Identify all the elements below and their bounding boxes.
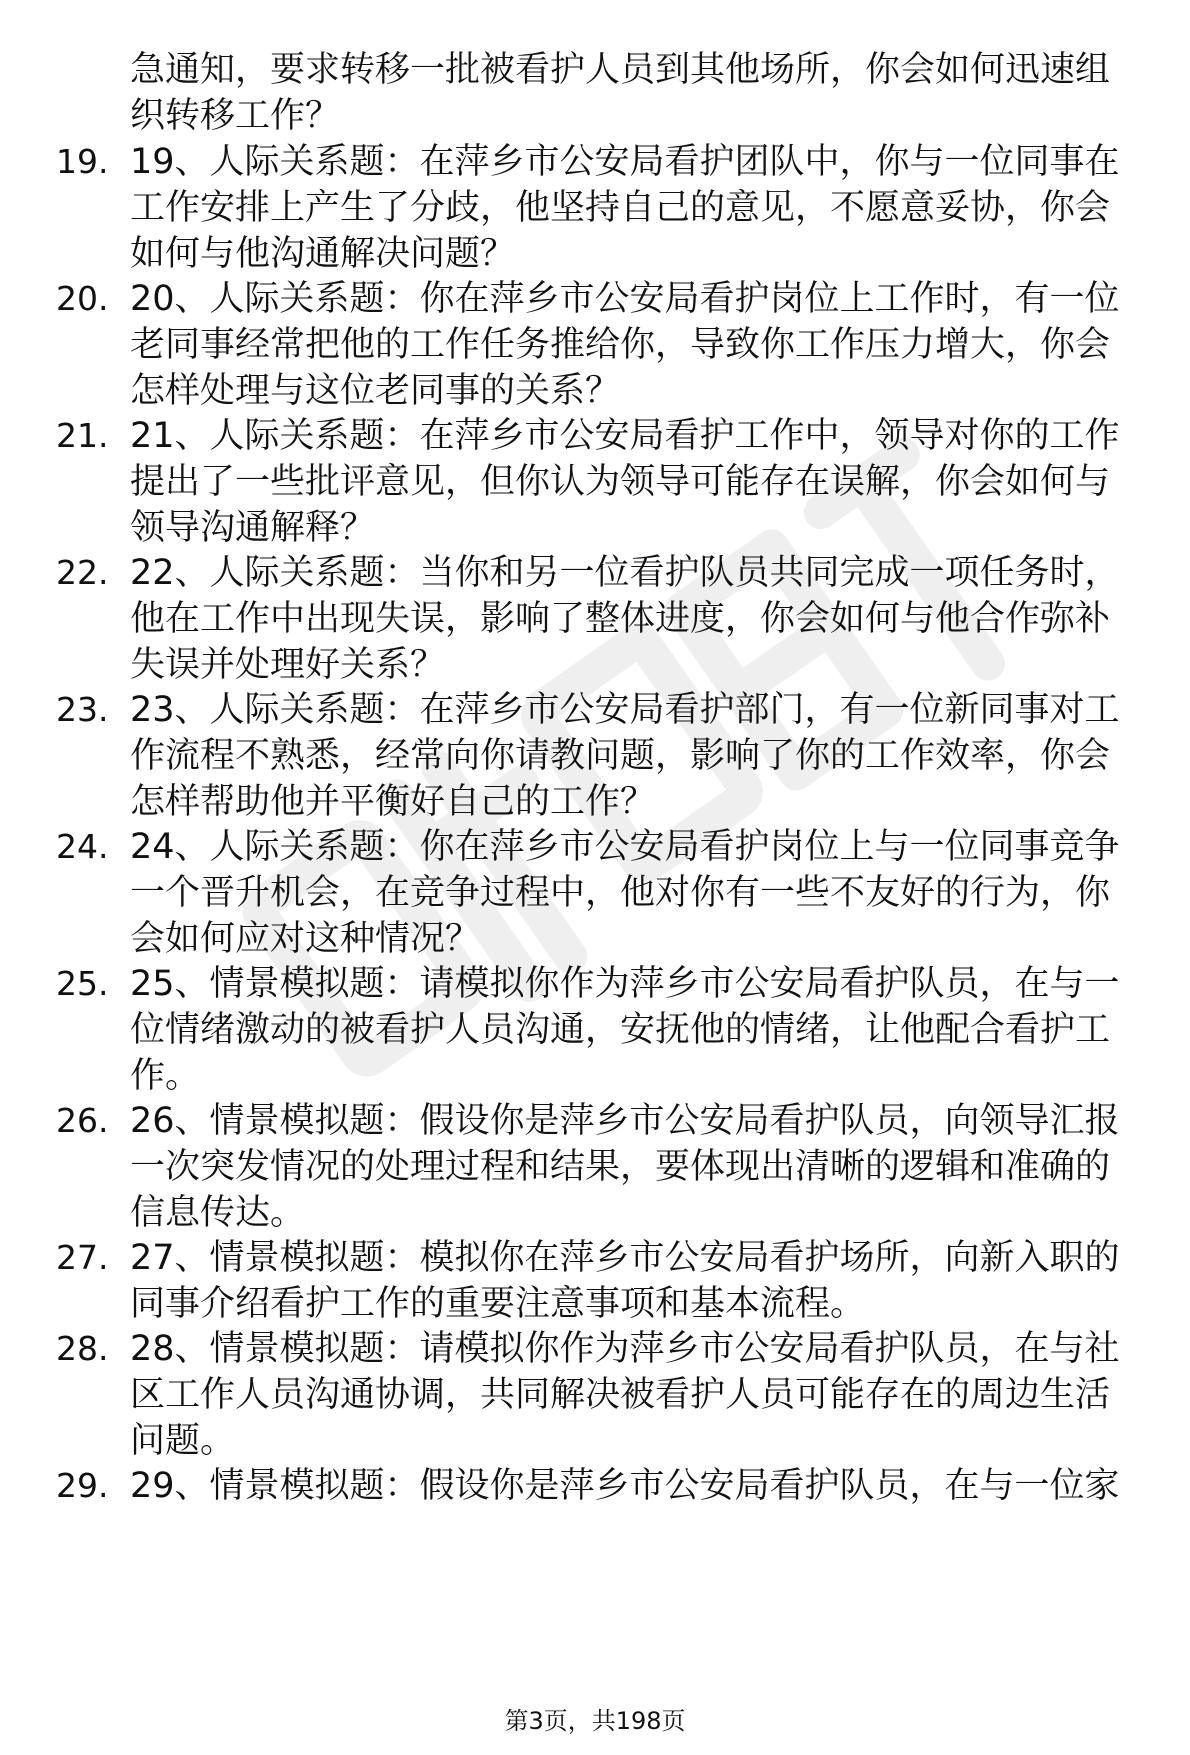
item-text bbox=[130, 139, 1160, 277]
item-line: 领导沟通解释？ bbox=[130, 508, 376, 548]
continuation-line-1: 急通知，要求转移一批被看护人员到其他场所，你会如何迅速组 bbox=[130, 50, 1111, 90]
item-number: 23. bbox=[56, 690, 109, 729]
item-line: 28、情景模拟题：请模拟你作为萍乡市公安局看护队员，在与社 bbox=[130, 1329, 1120, 1369]
item-number: 27. bbox=[56, 1238, 109, 1277]
item-line: 他在工作中出现失误，影响了整体进度，你会如何与他合作弥补 bbox=[130, 599, 1111, 639]
item-line: 一个晋升机会，在竞争过程中，他对你有一些不友好的行为，你 bbox=[130, 873, 1111, 913]
item-text bbox=[130, 961, 1160, 1099]
item-number: 24. bbox=[56, 827, 109, 866]
item-line: 失误并处理好关系？ bbox=[130, 645, 446, 685]
item-line: 一次突发情况的处理过程和结果，要体现出清晰的逻辑和准确的 bbox=[130, 1147, 1111, 1187]
item-line: 位情绪激动的被看护人员沟通，安抚他的情绪，让他配合看护工 bbox=[130, 1010, 1111, 1050]
page-footer: 第3页，共198页 bbox=[504, 1707, 686, 1735]
item-number: 21. bbox=[56, 416, 109, 455]
item-line: 23、人际关系题：在萍乡市公安局看护部门，有一位新同事对工 bbox=[130, 690, 1120, 730]
item-line: 怎样帮助他并平衡好自己的工作？ bbox=[130, 782, 656, 822]
item-number: 29. bbox=[56, 1466, 109, 1505]
item-number: 19. bbox=[56, 142, 109, 181]
item-line: 工作安排上产生了分歧，他坚持自己的意见，不愿意妥协，你会 bbox=[130, 188, 1111, 228]
item-number: 26. bbox=[56, 1101, 109, 1140]
item-line: 怎样处理与这位老同事的关系？ bbox=[130, 371, 621, 411]
item-line: 24、人际关系题：你在萍乡市公安局看护岗位上与一位同事竞争 bbox=[130, 827, 1120, 867]
item-text bbox=[130, 687, 1160, 825]
item-line: 信息传达。 bbox=[130, 1193, 306, 1233]
item-line: 27、情景模拟题：模拟你在萍乡市公安局看护场所，向新入职的 bbox=[130, 1238, 1120, 1278]
item-line: 20、人际关系题：你在萍乡市公安局看护岗位上工作时，有一位 bbox=[130, 279, 1120, 319]
item-line: 提出了一些批评意见，但你认为领导可能存在误解，你会如何与 bbox=[130, 462, 1111, 502]
item-line: 21、人际关系题：在萍乡市公安局看护工作中，领导对你的工作 bbox=[130, 416, 1120, 456]
item-number: 28. bbox=[56, 1329, 109, 1368]
item-line: 同事介绍看护工作的重要注意事项和基本流程。 bbox=[130, 1284, 866, 1324]
item-line: 会如何应对这种情况？ bbox=[130, 919, 481, 959]
item-line: 19、人际关系题：在萍乡市公安局看护团队中，你与一位同事在 bbox=[130, 142, 1120, 182]
item-line: 作流程不熟悉，经常向你请教问题，影响了你的工作效率，你会 bbox=[130, 736, 1111, 776]
item-number: 20. bbox=[56, 279, 109, 318]
item-line: 29、情景模拟题：假设你是萍乡市公安局看护队员，在与一位家 bbox=[130, 1466, 1120, 1506]
item-line: 26、情景模拟题：假设你是萍乡市公安局看护队员，向领导汇报 bbox=[130, 1101, 1120, 1141]
item-line: 22、人际关系题：当你和另一位看护队员共同完成一项任务时， bbox=[130, 553, 1120, 593]
item-text bbox=[130, 413, 1160, 551]
item-text bbox=[130, 276, 1160, 414]
item-text bbox=[130, 1463, 1160, 1509]
continuation-line-2: 织转移工作？ bbox=[130, 96, 341, 136]
item-line: 老同事经常把他的工作任务推给你，导致你工作压力增大，你会 bbox=[130, 325, 1111, 365]
item-line: 区工作人员沟通协调，共同解决被看护人员可能存在的周边生活 bbox=[130, 1375, 1111, 1415]
item-line: 问题。 bbox=[130, 1421, 236, 1461]
item-line: 25、情景模拟题：请模拟你作为萍乡市公安局看护队员，在与一 bbox=[130, 964, 1120, 1004]
item-number: 22. bbox=[56, 553, 109, 592]
item-text bbox=[130, 1326, 1160, 1464]
item-line: 作。 bbox=[130, 1056, 201, 1096]
item-text bbox=[130, 1235, 1160, 1327]
item-text bbox=[130, 1098, 1160, 1236]
item-line: 如何与他沟通解决问题？ bbox=[130, 234, 516, 274]
item-text bbox=[130, 550, 1160, 688]
item-number: 25. bbox=[56, 964, 109, 1003]
item-text bbox=[130, 824, 1160, 962]
